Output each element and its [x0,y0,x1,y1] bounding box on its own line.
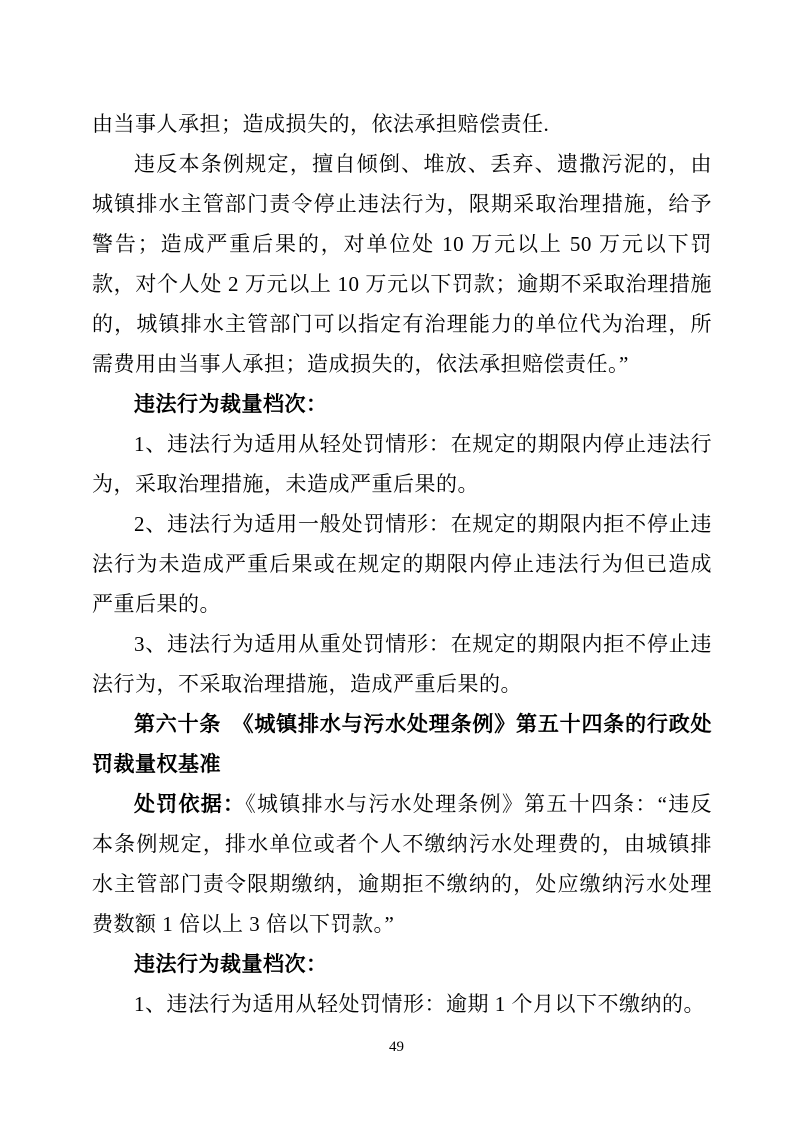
page-number: 49 [389,1039,404,1055]
paragraph: 处罚依据：《城镇排水与污水处理条例》第五十四条：“违反本条例规定，排水单位或者个人不缴纳污水处理费的，由城镇排水主管部门责令限期缴纳，逾期拒不缴纳的，处应缴纳污水处理费数额 1 倍以上 3 倍以下罚款。” [92,792,713,936]
paragraph: 第六十条 《城镇排水与污水处理条例》第五十四条的行政处罚裁量权基准 [92,712,712,776]
paragraph-label: 处罚依据： [134,792,246,816]
paragraph: 2、违法行为适用一般处罚情形：在规定的期限内拒不停止违法行为未造成严重后果或在规定的期限内停止违法行为但已造成严重后果的。 [92,512,712,616]
document-body [92,104,712,1024]
paragraph: 违法行为裁量档次： [134,952,328,976]
paragraph: 1、违法行为适用从轻处罚情形：逾期 1 个月以下不缴纳的。 [134,992,705,1016]
paragraph: 1、违法行为适用从轻处罚情形：在规定的期限内停止违法行为，采取治理措施，未造成严重后果的。 [92,432,712,496]
paragraph: 3、违法行为适用从重处罚情形：在规定的期限内拒不停止违法行为，不采取治理措施，造成严重后果的。 [92,632,712,696]
paragraph: 由当事人承担；造成损失的，依法承担赔偿责任. [92,112,550,136]
paragraph: 违反本条例规定，擅自倾倒、堆放、丢弃、遗撒污泥的，由城镇排水主管部门责令停止违法行为，限期采取治理措施，给予警告；造成严重后果的，对单位处 10 万元以上 50 万元以下罚款，对个人处 2 万元以上 10 万元以下罚款；逾期不采取治理措施的，城镇排水主管部门可以指定有治理能力的单位代为治理，所需费用由当事人承担；造成损失的，依法承担赔偿责任。” [92,152,712,376]
paragraph: 违法行为裁量档次： [134,392,328,416]
